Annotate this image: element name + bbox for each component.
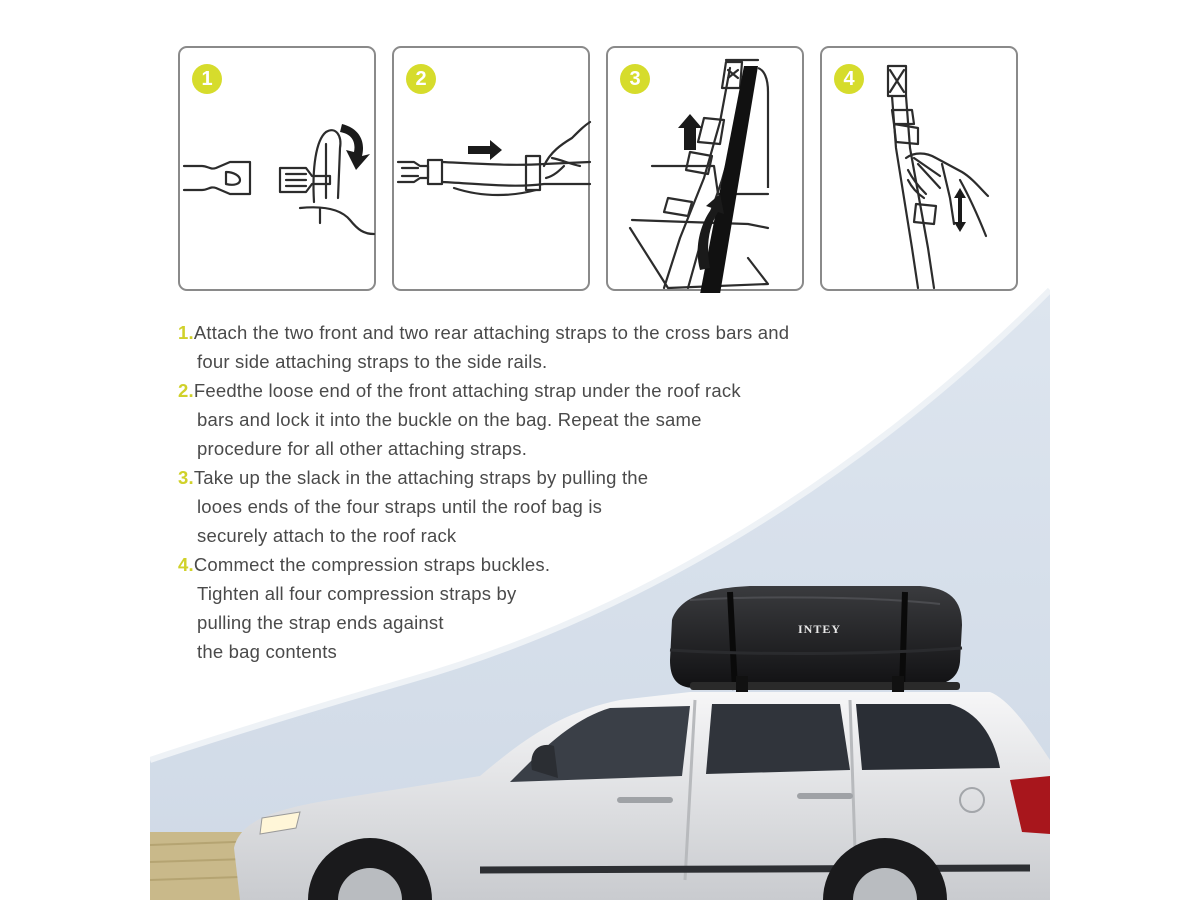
step-number: 3	[178, 467, 189, 488]
bag-brand-label: INTEY	[798, 622, 842, 636]
instruction-step-3: 3.Take up the slack in the attaching straps by pulling the looes ends of the four straps until the roof bag is securely attach to the roof rack	[178, 463, 918, 550]
step-text: pulling the strap ends against	[197, 612, 444, 633]
step-number: 1	[178, 322, 189, 343]
step-badge: 4	[834, 64, 864, 94]
step-text: bars and lock it into the buckle on the bag. Repeat the same	[197, 409, 702, 430]
step-badge: 3	[620, 64, 650, 94]
instruction-step-2: 2.Feedthe loose end of the front attaching strap under the roof rack bars and lock it into the buckle on the bag. Repeat the same procedure for all other attaching straps.	[178, 376, 918, 463]
instruction-step-1: 1.Attach the two front and two rear attaching straps to the cross bars and four side attaching straps to the side rails.	[178, 318, 918, 376]
strap-feed-icon	[394, 48, 592, 293]
instruction-list	[178, 318, 918, 666]
step-text: Attach the two front and two rear attaching straps to the cross bars and	[193, 322, 790, 343]
step-text: procedure for all other attaching straps.	[197, 438, 528, 459]
strap-tighten-icon	[822, 48, 1020, 293]
step-text: securely attach to the roof rack	[197, 525, 457, 546]
instruction-panel-4	[820, 46, 1018, 291]
step-badge: 1	[192, 64, 222, 94]
step-text: Commect the compression straps buckles.	[193, 554, 551, 575]
instruction-step-4: 4.Commect the compression straps buckles. Tighten all four compression straps by pulling the strap ends against the bag contents	[178, 550, 918, 666]
strap-pull-up-icon	[608, 48, 806, 293]
step-text: four side attaching straps to the side rails.	[197, 351, 548, 372]
step-text: looes ends of the four straps until the roof bag is	[197, 496, 603, 517]
step-text: Tighten all four compression straps by	[197, 583, 517, 604]
step-number: 4	[178, 554, 189, 575]
step-text: Feedthe loose end of the front attaching strap under the roof rack	[193, 380, 741, 401]
instruction-panel-3	[606, 46, 804, 291]
step-number: 2	[178, 380, 189, 401]
step-text: the bag contents	[197, 641, 337, 662]
step-badge: 2	[406, 64, 436, 94]
product-illustration	[150, 0, 1050, 900]
instruction-panel-1	[178, 46, 376, 291]
step-text: Take up the slack in the attaching straps by pulling the	[193, 467, 649, 488]
buckle-connect-icon	[180, 48, 378, 293]
instruction-panel-2	[392, 46, 590, 291]
